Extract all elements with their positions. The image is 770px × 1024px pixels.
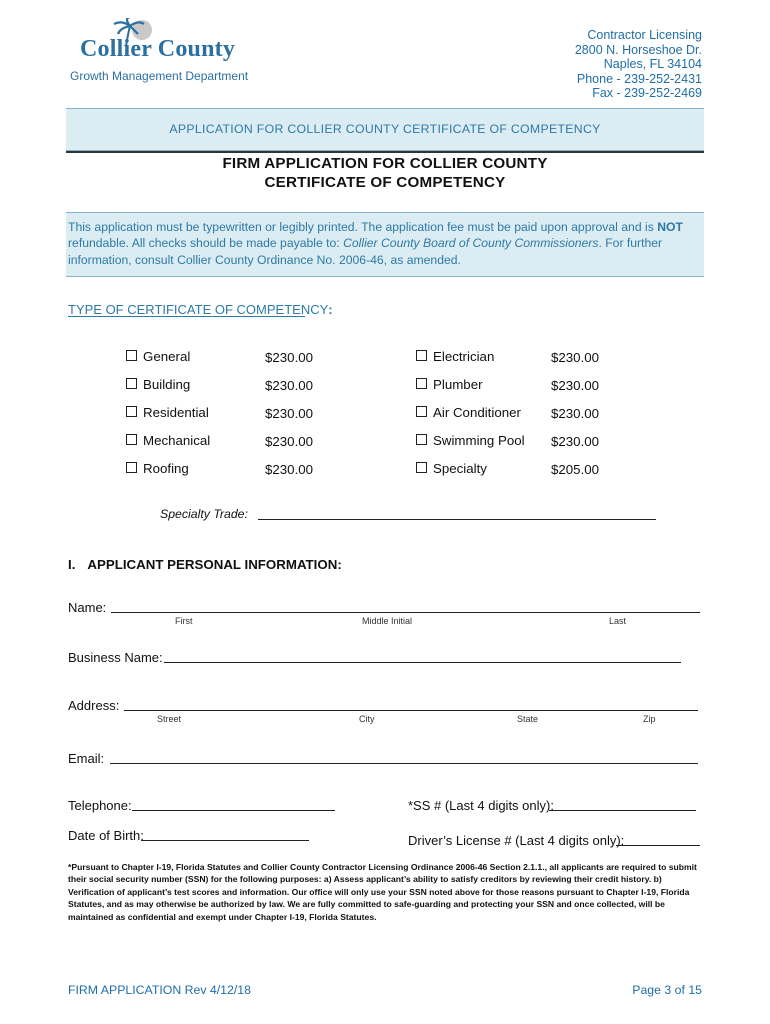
certificate-label: Residential (143, 405, 209, 420)
instructions-notice (66, 212, 704, 277)
section-title: APPLICANT PERSONAL INFORMATION: (87, 557, 342, 572)
certificate-label: Electrician (433, 349, 495, 364)
contact-line: 2800 N. Horseshoe Dr. (574, 42, 702, 57)
telephone-label: Telephone: (68, 798, 132, 813)
checkbox[interactable] (126, 434, 137, 445)
logo-name: Collier County (80, 36, 236, 62)
certificate-label: Air Conditioner (433, 405, 521, 420)
business-name-label: Business Name: (68, 650, 163, 665)
contact-line: Contractor Licensing (587, 28, 702, 42)
contact-line: Naples, FL 34104 (603, 57, 702, 72)
email-label: Email: (68, 751, 105, 766)
notice-text (68, 219, 702, 268)
section-heading (68, 557, 342, 572)
certificate-label: General (143, 349, 191, 364)
footer-page-number: Page 3 of 15 (632, 983, 702, 997)
certificate-option-swimming-pool[interactable] (416, 433, 525, 448)
drivers-license-label: Driver’s License # (Last 4 digits only): (408, 833, 625, 848)
certificate-option-building[interactable] (126, 377, 190, 392)
certificate-option-mechanical[interactable] (126, 433, 210, 448)
name-last-caption: Last (609, 616, 627, 626)
title-line-2: CERTIFICATE OF COMPETENCY (264, 174, 506, 191)
address-zip-caption: Zip (643, 714, 656, 724)
certificate-label: Roofing (143, 461, 189, 476)
banner-title: APPLICATION FOR COLLIER COUNTY CERTIFICATE OF COMPETENCY (169, 122, 601, 136)
telephone-field[interactable] (132, 810, 335, 811)
notice-part: . For further information, consult Collier County Ordinance No. 2006-46, as amended. (68, 236, 663, 267)
checkbox[interactable] (416, 350, 427, 361)
contact-line: Fax - 239-252-2469 (592, 86, 702, 101)
dob-label: Date of Birth: (68, 828, 144, 843)
contact-block (575, 28, 702, 101)
certificate-option-electrician[interactable] (416, 349, 494, 364)
notice-part: This application must be typewritten or legibly printed. The application fee must be paid upon approval and is (68, 220, 658, 234)
address-city-caption: City (359, 714, 375, 724)
checkbox[interactable] (126, 378, 137, 389)
dob-field[interactable] (141, 840, 309, 841)
address-label: Address: (68, 698, 120, 713)
certificate-option-air-conditioner[interactable] (416, 405, 521, 420)
ssn-field[interactable] (549, 810, 696, 811)
name-label: Name: (68, 600, 107, 615)
certificate-option-specialty[interactable] (416, 461, 487, 476)
heading-colon: : (328, 302, 333, 317)
certificate-fee: $230.00 (265, 462, 314, 477)
certificate-heading-text: TYPE OF CERTIFICATE OF COMPETENCY (68, 302, 329, 317)
notice-payee: Collier County Board of County Commissioners (343, 236, 599, 251)
certificate-option-plumber[interactable] (416, 377, 483, 392)
ssn-label: *SS # (Last 4 digits only): (408, 798, 554, 813)
certificate-fee: $230.00 (551, 350, 600, 365)
certificate-option-general[interactable] (126, 349, 190, 364)
checkbox[interactable] (126, 406, 137, 417)
certificate-type-heading (68, 302, 333, 317)
notice-part: refundable. All checks should be made payable to: (68, 236, 344, 251)
address-field[interactable] (124, 710, 698, 711)
checkbox[interactable] (126, 350, 137, 361)
checkbox[interactable] (126, 462, 137, 473)
email-field[interactable] (110, 763, 698, 764)
drivers-license-field[interactable] (616, 845, 700, 846)
checkbox[interactable] (416, 434, 427, 445)
certificate-fee: $230.00 (265, 378, 314, 393)
certificate-fee: $205.00 (551, 462, 600, 477)
name-middle-caption: Middle Initial (362, 616, 413, 626)
address-street-caption: Street (157, 714, 182, 724)
application-banner (66, 108, 704, 151)
contact-line: Phone - 239-252-2431 (576, 71, 702, 86)
footer-revision: FIRM APPLICATION Rev 4/12/18 (68, 983, 251, 997)
page-title (66, 154, 704, 192)
certificate-fee: $230.00 (265, 406, 314, 421)
certificate-fee: $230.00 (265, 350, 314, 365)
certificate-fee: $230.00 (551, 434, 600, 449)
certificate-fee: $230.00 (265, 434, 314, 449)
name-first-caption: First (175, 616, 193, 626)
collier-county-logo (68, 18, 268, 86)
name-field[interactable] (111, 612, 700, 613)
ssn-footnote: *Pursuant to Chapter I-19, Florida Statutes and Collier County Contractor Licensing Ordinance 2006-46 Section 2.1.1., all applicants are required to submit their social security number (SSN) for the following purposes: a) Assess applicant’s ability to satisfy creditors by reviewing their credit history. b) Verification of applicant’s test scores and information. Our office will only use your SSN noted above for those reasons pursuant to Chapter I-19, Florida Statutes, and as may otherwise be authorized by law. We are fully committed to safe-guarding and protecting your SSN and once collected, will be maintained as confidential and exempt under Chapter I-19, Florida Statutes. (68, 862, 697, 922)
notice-emphasis: NOT (657, 220, 683, 234)
checkbox[interactable] (416, 462, 427, 473)
heading-underline (68, 316, 305, 317)
certificate-fee: $230.00 (551, 406, 600, 421)
title-line-1: FIRM APPLICATION FOR COLLIER COUNTY (222, 155, 548, 172)
address-state-caption: State (517, 714, 539, 724)
certificate-option-residential[interactable] (126, 405, 209, 420)
certificate-label: Swimming Pool (433, 433, 525, 448)
logo-department: Growth Management Department (70, 69, 249, 83)
certificate-label: Specialty (433, 461, 487, 476)
certificate-label: Mechanical (143, 433, 211, 448)
certificate-option-roofing[interactable] (126, 461, 189, 476)
specialty-trade-field[interactable] (258, 519, 656, 520)
checkbox[interactable] (416, 406, 427, 417)
certificate-fee: $230.00 (551, 378, 600, 393)
certificate-label: Plumber (433, 377, 483, 392)
section-number: I. (68, 557, 76, 572)
checkbox[interactable] (416, 378, 427, 389)
specialty-trade-label: Specialty Trade: (160, 507, 248, 521)
divider (66, 151, 704, 153)
certificate-label: Building (143, 377, 191, 392)
business-name-field[interactable] (164, 662, 681, 663)
